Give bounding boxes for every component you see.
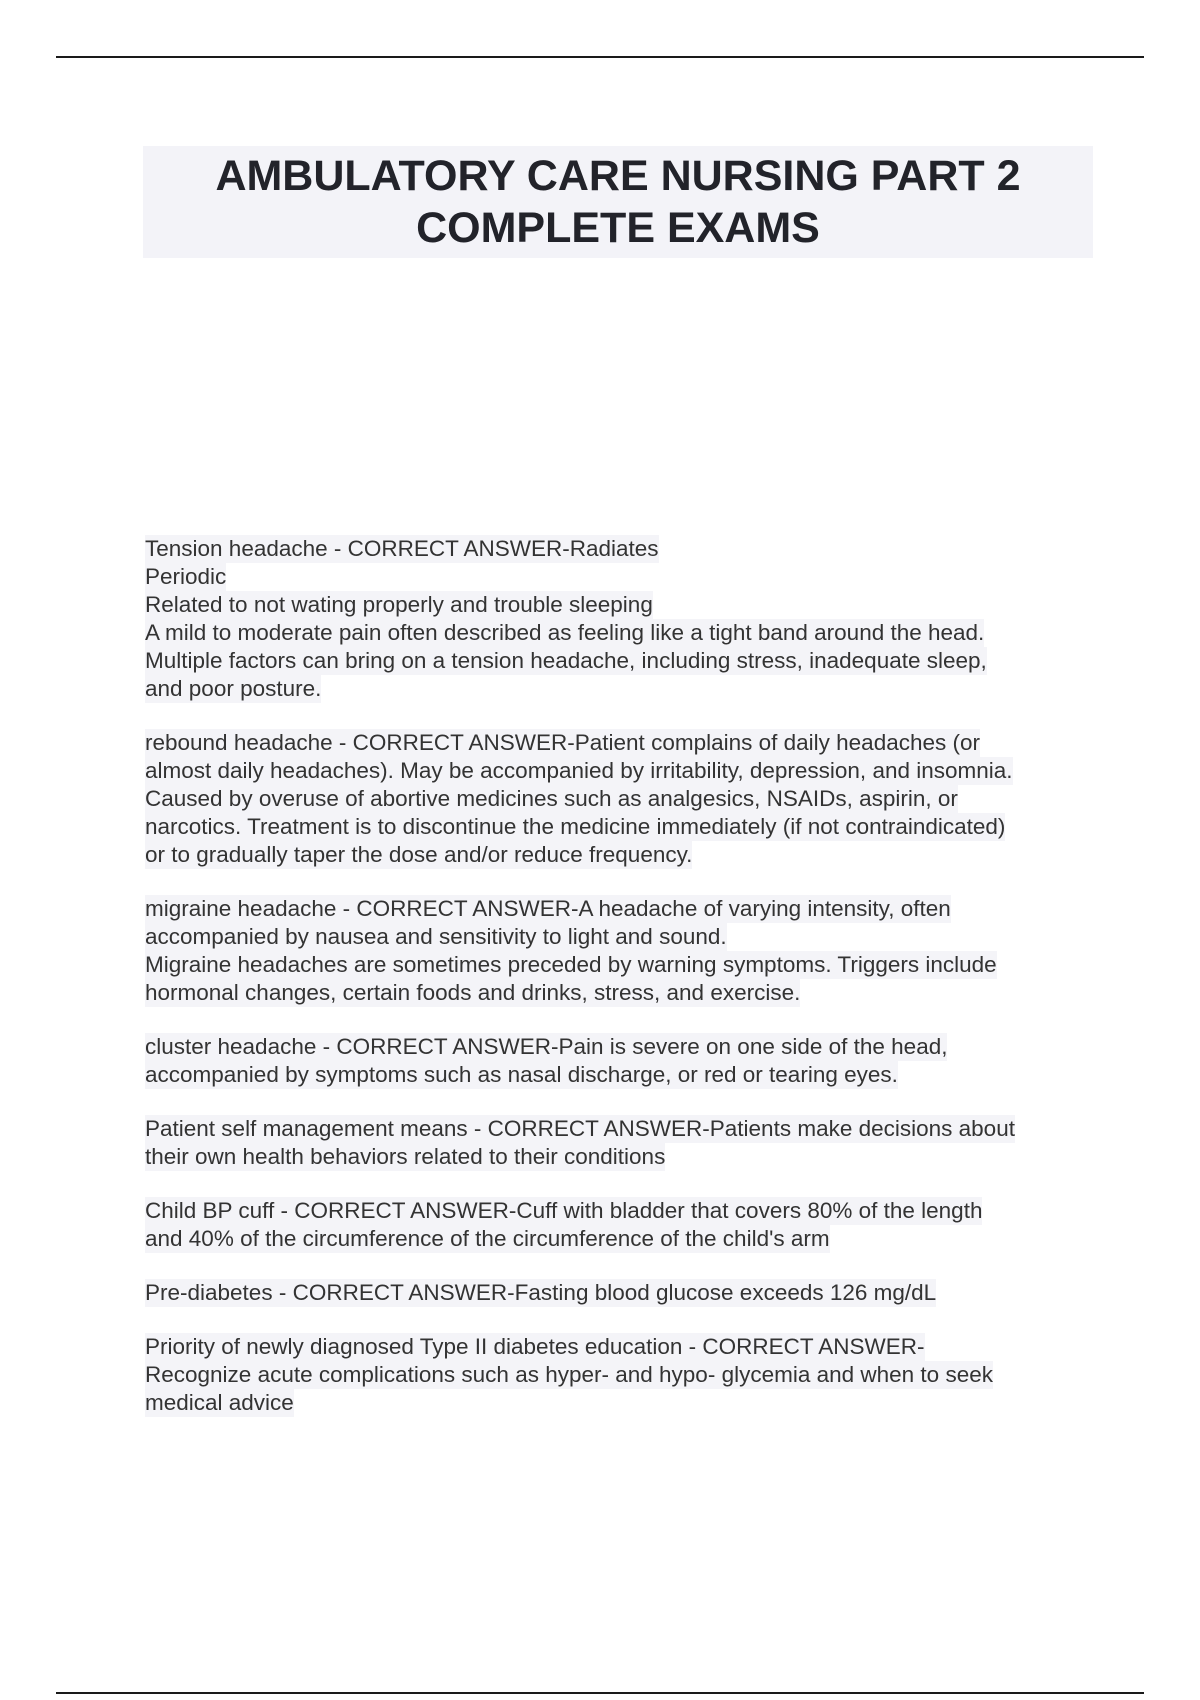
qa-entry-line: medical advice [145,1390,294,1415]
title-line-1: AMBULATORY CARE NURSING PART 2 [215,152,1021,200]
qa-entry-line: Tension headache - CORRECT ANSWER-Radiates [145,536,659,561]
qa-entry-line: Pre-diabetes - CORRECT ANSWER-Fasting blood glucose exceeds 126 mg/dL [145,1280,937,1305]
qa-entry [145,535,1095,703]
qa-entry-line: Caused by overuse of abortive medicines such as analgesics, NSAIDs, aspirin, or [145,786,958,811]
qa-entry-line: and 40% of the circumference of the circumference of the child's arm [145,1226,830,1251]
qa-entry [145,1333,1095,1417]
qa-entry-line: almost daily headaches). May be accompanied by irritability, depression, and insomnia. [145,758,1013,783]
qa-entry-line: Patient self management means - CORRECT ANSWER-Patients make decisions about [145,1116,1015,1141]
qa-list [145,535,1095,1443]
qa-entry-line: Migraine headaches are sometimes preceded by warning symptoms. Triggers include [145,952,997,977]
qa-entry-line: narcotics. Treatment is to discontinue the medicine immediately (if not contraindicated) [145,814,1006,839]
qa-entry-line: Priority of newly diagnosed Type II diabetes education - CORRECT ANSWER- [145,1334,925,1359]
qa-entry-line: Periodic [145,564,227,589]
top-rule [56,56,1144,58]
qa-entry [145,1115,1095,1171]
qa-entry-line: migraine headache - CORRECT ANSWER-A headache of varying intensity, often [145,896,951,921]
qa-entry-line: Related to not wating properly and trouble sleeping [145,592,653,617]
qa-entry-line: accompanied by nausea and sensitivity to light and sound. [145,924,727,949]
qa-entry [145,1197,1095,1253]
qa-entry-line: A mild to moderate pain often described as feeling like a tight band around the head. [145,620,985,645]
title-line-2: COMPLETE EXAMS [416,204,820,252]
qa-entry-line: and poor posture. [145,676,322,701]
document-title [143,146,1093,258]
qa-entry-line: Recognize acute complications such as hyper- and hypo- glycemia and when to seek [145,1362,993,1387]
qa-entry-line: Child BP cuff - CORRECT ANSWER-Cuff with bladder that covers 80% of the length [145,1198,983,1223]
bottom-rule [56,1692,1144,1694]
qa-entry-line: their own health behaviors related to their conditions [145,1144,666,1169]
qa-entry-line: rebound headache - CORRECT ANSWER-Patient complains of daily headaches (or [145,730,980,755]
qa-entry [145,1033,1095,1089]
qa-entry-line: Multiple factors can bring on a tension headache, including stress, inadequate sleep, [145,648,987,673]
qa-entry-line: cluster headache - CORRECT ANSWER-Pain is severe on one side of the head, [145,1034,948,1059]
qa-entry-line: hormonal changes, certain foods and drinks, stress, and exercise. [145,980,801,1005]
qa-entry-line: or to gradually taper the dose and/or reduce frequency. [145,842,693,867]
qa-entry [145,895,1095,1007]
qa-entry-line: accompanied by symptoms such as nasal discharge, or red or tearing eyes. [145,1062,898,1087]
qa-entry [145,729,1095,869]
qa-entry [145,1279,1095,1307]
